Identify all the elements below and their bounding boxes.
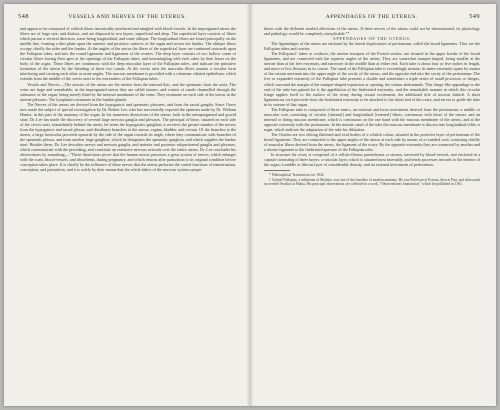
footnote: * Philosophical Transactions for 1842. <box>269 173 325 178</box>
right-page-header <box>264 13 480 20</box>
left-page-body <box>20 26 236 172</box>
paragraph: The Appendages of the uterus are enclosed by the lateral duplicatures of peritoneum, called the broad ligaments. They are the Fallopian tubes and ovaries. <box>264 41 480 52</box>
running-head: APPENDAGES OF THE UTERUS. <box>325 14 418 20</box>
footnote: † Gabriel Fallopius, a nobleman of Modena, was one of the founders of modern anatomy. He was Professor at Ferrara, then at Pisa, and afterwards succeeded Vesalius at Padua. His principal observations are collected in a work, "Observationes Anatomicæ," which he published in 1561. <box>264 177 480 187</box>
paragraph: Vessels and Nerves.—The arteries of the uterus are the uterine from the internal iliac, and the spermatic from the aorta. The veins are large and remarkable; in the impregnated uterus they are called sinuses, and consist of canals channelled through the substance of the organ, being merely lined by the internal membrane of the veins. They terminate on each side of the uterus in the uterine plexuses. The lymphatics terminate in the lumbar glands. <box>20 81 236 102</box>
book-spread <box>4 4 496 406</box>
running-head: VESSELS AND NERVES OF THE UTERUS. <box>68 14 187 20</box>
page-number: 548 <box>18 13 29 20</box>
paragraph: The Nerves of the uterus are derived from the hypogastric and spermatic plexuses, and from the sacral ganglia. Since I have now made the subject of special investigation by Dr. Robert Lee, who has successfully exposed the opinions made by Dr. William Hunter, in this part of the anatomy of the organ. In his numerous dissections of the uterus, both in the unimpregnated and gravid state, Dr. Lee has made the discovery of several large nervous ganglia and plexuses. The principal of these, situated on each side of the cervix uteri, immediately behind the ureter, he terms the hypogastric ganglion; it receives the greater number of the nerves from the hypogastric and sacral plexus, and distributes branches to the uterus, vagina, bladder, and rectum. Of the branches to the uterus, a large fasciculus proceeds upwards by the side of the organ towards its angle, where they communicate with branches of the spermatic plexus, and form another large ganglion, which he designates the spermatic ganglion, and which supplies the fundus uteri. Besides these, Dr. Lee describes nerves and nervous ganglia, and anterior and posterior subperitoneal ganglia and plexuses, which communicate with the preceding, and constitute an extensive nervous network over the entire uterus. Dr. Lee concludes his observations by remarking,—"These dissections prove that the human uterus possesses a great system of nerves, which enlarges with the coats, blood-vessels, and absorbents, during pregnancy, and which returns after parturition to its original condition before conception takes place. It is chiefly by the influence of these nerves that the uterus performs the varied functions of menstruation, conception, and parturition, and it is solely by their means that the whole fabric of the nervous system sympa- <box>20 101 236 173</box>
footnote-rule <box>264 170 290 171</box>
paragraph: The Fallopian tube is composed of three tunics, an external and loose investment derived from the peritoneum; a middle or muscular coat, consisting of circular [internal] and longitudinal [external] fibres, continuous with those of the uterus; and an internal or lining mucous membrane, which is continuous on the one hand with the mucous membrane of the uterus, and at the opposite extremity with the peritoneum. In the minute canal of the tube the mucous membrane is thrown into longitudinal folds or rugæ, which indicate the adaptation of the tube for dilatation. <box>264 106 480 132</box>
paragraph: The Ovaries are two oblong flattened and oval bodies of a whitish colour, situated in the posterior layer of peritoneum of the broad ligaments. They are connected to the upper angles of the uterus at each side by means of a rounded cord, consisting chiefly of muscular fibres derived from the uterus, the ligament of the ovary. By the opposite extremity they are connected by another and a shorter ligament to the fimbriated aperture of the Fallopian tube. <box>264 131 481 153</box>
paragraph: and appear to be composed of whitish fibres inextricably interlaced and mingled with blood-vessels. In the impregnated uterus the fibres are of large size, and distinct, and are disposed in two layers, superficial and deep. The superficial layer consists of fibres which pursue a vertical direction, some being longitudinal, and some oblique. The longitudinal fibres are found principally on the middle line, forming a thin plane upon the anterior and posterior surfaces of the organ and across the fundus. The oblique fibres occupy chiefly the sides and the fundus. At the angles of the uterus the fibres of the superficial layer are continued outwards upon the Fallopian tubes, and into the round ligaments and ligaments of the ovaries. The deep layer consists of two hollow cones of circular fibres having their apex at the openings of the Fallopian tubes, and intermingling with each other by their bases on the body of the organ. These fibres are continuous with the deep muscular layer of the Fallopian tubes, and indicate the primitive formation of the uterus by the blending of these two canals. At the cervix uteri the muscular fibres assume a circular form interlacing and crossing each other at acute angles. The mucous membrane is provided with a columnar ciliated epithelium, which extends from the middle of the cervix uteri to the extremities of the Fallopian tubes. <box>20 26 236 82</box>
right-page <box>250 4 496 406</box>
right-page-body <box>264 26 480 187</box>
page-number: 549 <box>469 13 480 20</box>
left-page <box>4 4 250 406</box>
paragraph: thizes with the different morbid affections of the uterus. If these nerves of the uterus could not be demonstrated, its physiology and pathology would be completely inexplicable."* <box>264 26 480 37</box>
section-heading: APPENDAGES OF THE UTERUS. <box>332 36 412 42</box>
footnotes <box>264 173 480 186</box>
paragraph: The Fallopian† tubes or oviducts, the uterine trumpets of the French writers, are situated in the upper border of the broad ligaments, and are connected with the superior angles of the uterus. They are somewhat trumpet-shaped, being smaller at the uterine than at the free extremity, and narrower in the middle than at either end. Each tube is about four or five inches in length, and more or less flexuous in its course. The canal of the Fallopian tube is exceedingly minute; its inner extremity opens by means of the ostium uterinum into the upper angle of the cavity of the uterus, and the opposite end into the cavity of the peritoneum. The free or expanded extremity of the Fallopian tube presents a double and sometimes a triple series of small processes or fringes, which surround the margin of the trumpet-shaped expansion or opening, the ostium abdominale. This fringe-like appendage to the end of the tube has gained for it the appellation of the fimbriated extremity; and the remarkable manner in which this circular fringe applies itself to the surface of the ovary during sexual excitement, the additional title of morsus diaboli. A short ligamentous cord proceeds from the fimbriated extremity to be attached to the distal end of the ovary, and serves to guide the tube in its seizure of that organ. <box>264 51 480 107</box>
left-page-header <box>18 13 236 20</box>
paragraph: In structure the ovary is composed of a cellulo-fibrous parenchyma or stroma, traversed by blood-vessels, and enclosed in a capsule consisting of three layers: a vascular layer, which is situated most internally, and sends processes inwards to the interior of the organ; a middle or fibrous layer of considerable density, and an external investment of peritoneum. <box>264 152 480 168</box>
